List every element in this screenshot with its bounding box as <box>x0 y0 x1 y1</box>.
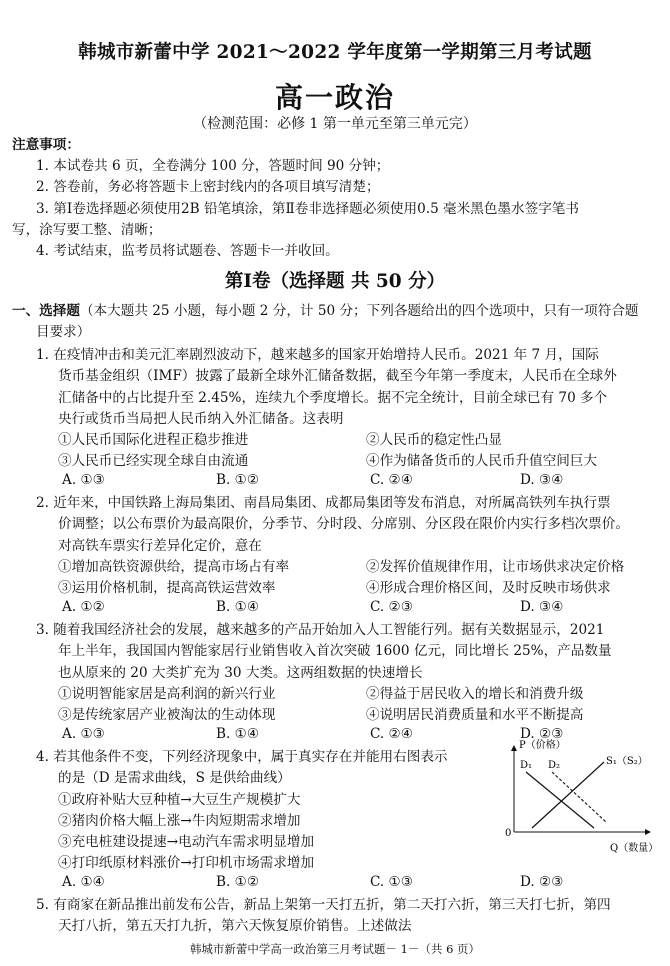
q1-stem: 央行或货币当局把人民币纳入外汇储备。这表明 <box>58 411 344 427</box>
q4-statement: ④打印纸原材料涨价→打印机市场需求增加 <box>58 855 315 871</box>
notice-item: 3. 第Ⅰ卷选择题必须使用2B 铅笔填涂，第Ⅱ卷非选择题必须使用0.5 毫米黑色墨水签字笔书 <box>36 201 579 217</box>
q2-statement: ①增加高铁资源供给，提高市场占有率 <box>58 559 290 575</box>
q2-stem: 2. 近年来，中国铁路上海局集团、南昌局集团、成都局集团等发布消息，对所属高铁列车执行票 <box>36 495 611 511</box>
q3-statement: ③是传统家居产业被淘汰的生动体现 <box>58 707 276 723</box>
q4-statement: ②猪肉价格大幅上涨→牛肉短期需求增加 <box>58 813 301 829</box>
q2-option-a[interactable]: A. ①② <box>62 599 105 615</box>
origin-label: 0 <box>505 828 512 839</box>
notice-heading: 注意事项： <box>12 137 80 153</box>
q1-stem: 货币基金组织（IMF）披露了最新全球外汇储备数据，截至今年第一季度末，人民币在全球外 <box>58 368 617 384</box>
notice-item: 4. 考试结束，监考员将试题卷、答题卡一并收回。 <box>36 243 339 259</box>
q3-stem: 也从原来的 20 大类扩充为 30 大类。这两组数据的快速增长 <box>58 665 423 681</box>
exam-title: 韩城市新蕾中学 2021～2022 学年度第一学期第三月考试题 <box>78 42 592 63</box>
q3-option-b[interactable]: B. ①④ <box>216 726 260 742</box>
q1-statement: ③人民币已经实现全球自由流通 <box>58 453 249 469</box>
q1-option-a[interactable]: A. ①③ <box>62 472 105 488</box>
q4-option-b[interactable]: B. ①② <box>216 874 260 890</box>
q1-statement: ①人民币国际化进程正稳步推进 <box>58 432 249 448</box>
part-one-label: 一、选择题 <box>12 303 80 319</box>
exam-scope: （检测范围：必修 1 第一单元至第三单元完） <box>193 116 477 132</box>
part-one-desc: （本大题共 25 小题，每小题 2 分，计 50 分；下列各题给出的四个选项中，只有一项符合题 <box>79 303 639 319</box>
q3-statement: ①说明智能家居是高利润的新兴行业 <box>58 686 276 702</box>
s-label: S₁（S₂） <box>606 756 648 767</box>
q3-stem: 年上半年，我国国内智能家居行业销售收入首次突破 1600 亿元，同比增长 25%，产品数量 <box>58 643 612 659</box>
page-footer: 韩城市新蕾中学高一政治第三月考试题－ 1－（共 6 页） <box>189 942 481 956</box>
demand-curve-d2 <box>552 772 606 822</box>
q1-stem: 1. 在疫情冲击和美元汇率剧烈波动下，越来越多的国家开始增持人民币。2021 年 7 月，国际 <box>36 347 599 363</box>
q2-stem: 对高铁车票实行差异化定价，意在 <box>58 538 262 554</box>
q1-option-d[interactable]: D. ③④ <box>520 472 564 488</box>
q4-stem: 的是（D 是需求曲线，S 是供给曲线） <box>58 770 291 786</box>
q4-statement: ③充电桩建设提速→电动汽车需求明显增加 <box>58 834 315 850</box>
q3-statement: ②得益于居民收入的增长和消费升级 <box>366 686 584 702</box>
q4-option-c[interactable]: C. ①③ <box>370 874 413 890</box>
q1-option-c[interactable]: C. ②④ <box>370 472 413 488</box>
q4-option-a[interactable]: A. ①④ <box>62 874 105 890</box>
q3-option-d[interactable]: D. ②③ <box>520 726 564 742</box>
notice-item: 写，涂写要工整、清晰； <box>12 222 162 238</box>
d1-label: D₁ <box>520 760 533 771</box>
q1-statement: ④作为储备货币的人民币升值空间巨大 <box>366 453 598 469</box>
q2-stem: 价调整；以公布票价为最高限价，分季节、分时段、分席别、分区段在限价内实行多档次票价。 <box>58 516 629 532</box>
q5-stem: 5. 有商家在新品推出前发布公告，新品上架第一天打五折，第二天打六折，第三天打七折，第四 <box>36 897 611 913</box>
notice-item: 2. 答卷前，务必将答题卡上密封线内的各项目填写清楚； <box>36 179 380 195</box>
q2-option-b[interactable]: B. ①④ <box>216 599 260 615</box>
q4-stem: 4. 若其他条件不变，下列经济现象中，属于真实存在并能用右图表示 <box>36 749 448 765</box>
q5-stem: 天打八折，第五天打九折，第六天恢复原价销售。上述做法 <box>58 918 412 934</box>
q1-option-b[interactable]: B. ①② <box>216 472 260 488</box>
q3-option-c[interactable]: C. ②④ <box>370 726 413 742</box>
q3-statement: ④说明居民消费质量和水平不断提高 <box>366 707 584 723</box>
q2-statement: ④形成合理价格区间，及时反映市场供求 <box>366 580 611 596</box>
q3-stem: 3. 随着我国经济社会的发展，越来越多的产品开始加入人工智能行列。据有关数据显示，2021 <box>36 622 605 638</box>
q1-stem: 汇储备中的占比提升至 2.45%，连续九个季度增长。据不完全统计，目前全球已有 70 多个 <box>58 390 608 406</box>
q2-statement: ②发挥价值规律作用，让市场供求决定价格 <box>366 559 625 575</box>
supply-demand-graph <box>500 738 662 858</box>
q2-statement: ③运用价格机制，提高高铁运营效率 <box>58 580 276 596</box>
subject-title: 高一政治 <box>274 81 395 114</box>
part-one-desc-2: 目要求） <box>36 324 91 340</box>
q4-option-d[interactable]: D. ②③ <box>520 874 564 890</box>
q1-statement: ②人民币的稳定性凸显 <box>366 432 502 448</box>
q4-statement: ①政府补贴大豆种植→大豆生产规模扩大 <box>58 792 301 808</box>
section-title: 第Ⅰ卷（选择题 共 50 分） <box>224 271 446 292</box>
d2-label: D₂ <box>548 760 561 771</box>
q2-option-c[interactable]: C. ②③ <box>370 599 413 615</box>
x-axis-label: Q（数量） <box>610 843 659 854</box>
part-one-intro <box>12 301 639 321</box>
supply-curve <box>532 762 604 828</box>
notice-item: 1. 本试卷共 6 页，全卷满分 100 分，答题时间 90 分钟； <box>36 158 390 174</box>
y-axis-label: P（价格） <box>519 740 566 751</box>
q3-option-a[interactable]: A. ①③ <box>62 726 105 742</box>
q2-option-d[interactable]: D. ③④ <box>520 599 564 615</box>
